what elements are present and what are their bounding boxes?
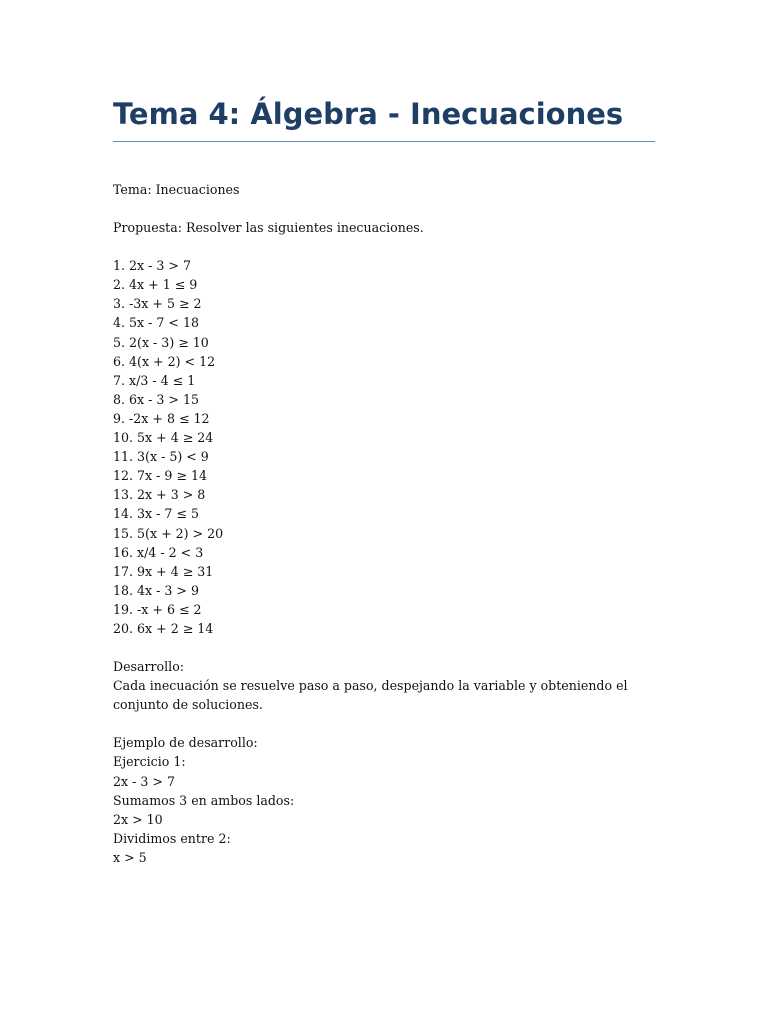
example-step: Sumamos 3 en ambos lados: <box>113 792 295 808</box>
exercise-item: 19. -x + 6 ≤ 2 <box>113 601 202 617</box>
document-body <box>113 180 655 867</box>
exercise-item: 5. 2(x - 3) ≥ 10 <box>113 334 209 350</box>
example-section <box>113 733 655 867</box>
document-title: Tema 4: Álgebra - Inecuaciones <box>113 92 655 142</box>
development-text: Cada inecuación se resuelve paso a paso, despejando la variable y obteniendo el conjunto de soluciones. <box>113 678 628 713</box>
exercise-item: 20. 6x + 2 ≥ 14 <box>113 620 214 636</box>
proposal-line: Propuesta: Resolver las siguientes inecuaciones. <box>113 220 424 236</box>
example-heading: Ejemplo de desarrollo: <box>113 735 258 751</box>
example-step: Dividimos entre 2: <box>113 830 231 846</box>
development-section <box>113 657 655 714</box>
development-heading: Desarrollo: <box>113 659 185 675</box>
exercise-item: 2. 4x + 1 ≤ 9 <box>113 277 198 293</box>
exercise-item: 3. -3x + 5 ≥ 2 <box>113 296 202 312</box>
exercise-item: 15. 5(x + 2) > 20 <box>113 525 224 541</box>
exercise-item: 10. 5x + 4 ≥ 24 <box>113 430 214 446</box>
exercise-item: 14. 3x - 7 ≤ 5 <box>113 506 199 522</box>
example-exercise-label: Ejercicio 1: <box>113 754 186 770</box>
example-step: 2x - 3 > 7 <box>113 773 175 789</box>
exercise-item: 1. 2x - 3 > 7 <box>113 258 191 274</box>
exercise-item: 4. 5x - 7 < 18 <box>113 315 199 331</box>
exercise-list <box>113 256 655 638</box>
exercise-item: 12. 7x - 9 ≥ 14 <box>113 468 208 484</box>
exercise-item: 7. x/3 - 4 ≤ 1 <box>113 372 196 388</box>
exercise-item: 18. 4x - 3 > 9 <box>113 582 199 598</box>
exercise-item: 16. x/4 - 2 < 3 <box>113 544 204 560</box>
exercise-item: 6. 4(x + 2) < 12 <box>113 353 216 369</box>
exercise-item: 11. 3(x - 5) < 9 <box>113 449 209 465</box>
exercise-item: 17. 9x + 4 ≥ 31 <box>113 563 214 579</box>
example-step: x > 5 <box>113 849 147 865</box>
example-step: 2x > 10 <box>113 811 163 827</box>
exercise-item: 13. 2x + 3 > 8 <box>113 487 206 503</box>
exercise-item: 9. -2x + 8 ≤ 12 <box>113 410 210 426</box>
exercise-item: 8. 6x - 3 > 15 <box>113 391 199 407</box>
document-page <box>113 92 655 867</box>
topic-line: Tema: Inecuaciones <box>113 182 240 197</box>
